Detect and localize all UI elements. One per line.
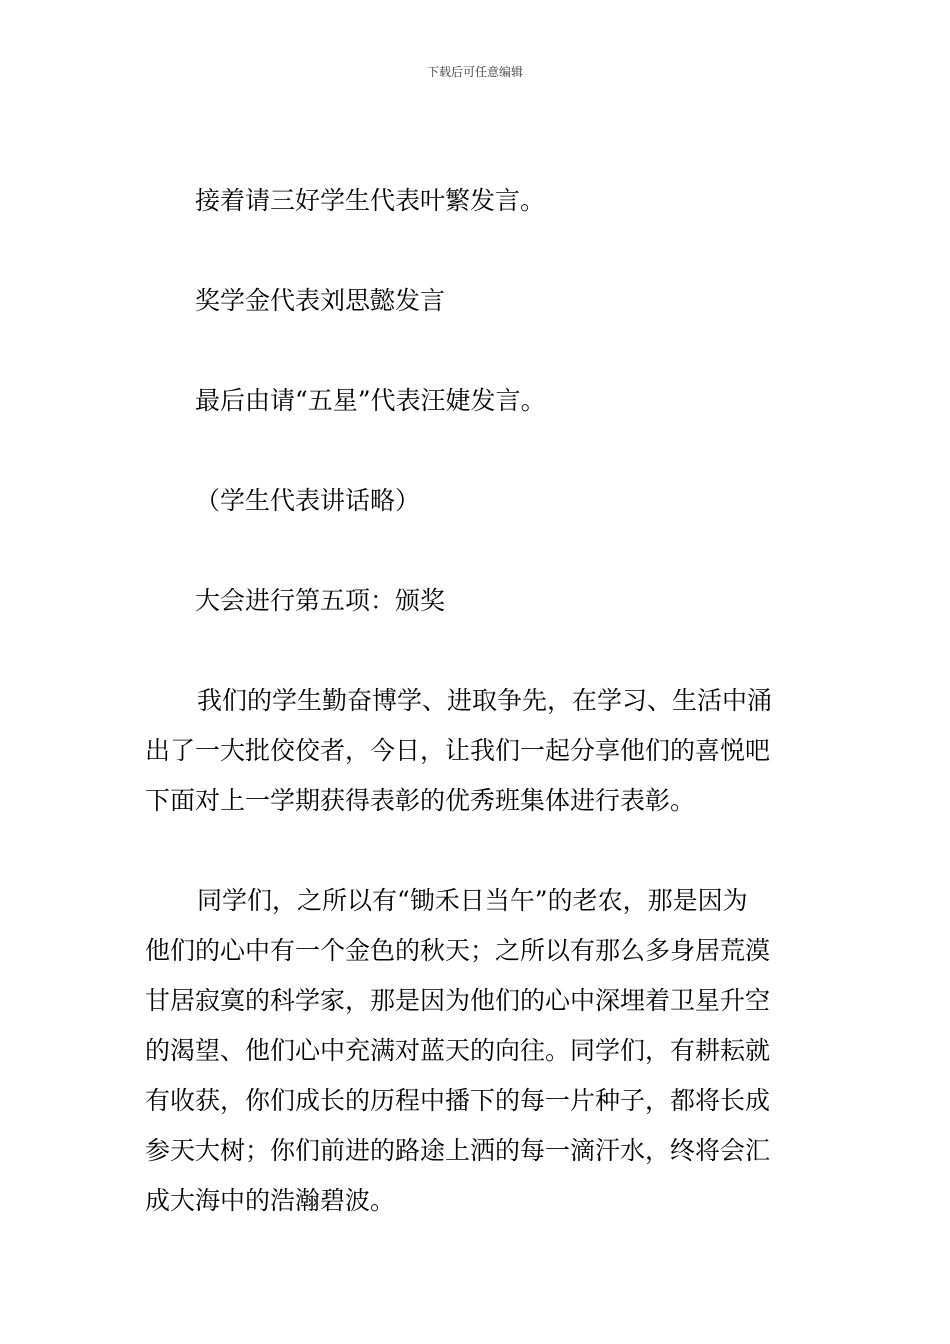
paragraph-speaker-ye-fan: 接着请三好学生代表叶繁发言。: [195, 186, 546, 215]
paragraph-speech-omitted: （学生代表讲话略）: [195, 486, 421, 515]
document-body: [145, 176, 810, 1226]
paragraph-students-excellence: [145, 676, 810, 826]
text-line: 他们的心中有一个金色的秋天；之所以有那么多身居荒漠: [145, 936, 771, 965]
text-line: 我们的学生勤奋博学、进取争先，在学习、生活中涌: [197, 686, 773, 715]
paragraph-five-star-speaker: 最后由请“五星”代表汪婕发言。: [195, 386, 546, 415]
paragraph-scholarship-speaker: 奖学金代表刘思懿发言: [195, 286, 446, 315]
text-line: 下面对上一学期获得表彰的优秀班集体进行表彰。: [145, 786, 696, 815]
text-line: 的渴望、他们心中充满对蓝天的向往。同学们，有耕耘就: [145, 1036, 771, 1065]
text-line: 有收获，你们成长的历程中播下的每一片种子，都将长成: [145, 1086, 771, 1115]
text-line: 同学们，之所以有“锄禾日当午”的老农，那是因为: [197, 886, 748, 915]
page-header: 下载后可任意编辑: [426, 65, 523, 79]
paragraph-encouragement: [145, 876, 810, 1226]
paragraph-award-item: 大会进行第五项：颁奖: [195, 586, 446, 615]
text-line: 甘居寂寞的科学家，那是因为他们的心中深埋着卫星升空: [145, 986, 771, 1015]
text-line: 成大海中的浩瀚碧波。: [145, 1186, 396, 1215]
text-line: 参天大树；你们前进的路途上洒的每一滴汗水，终将会汇: [145, 1136, 771, 1165]
text-line: 出了一大批佼佼者，今日，让我们一起分享他们的喜悦吧: [145, 736, 771, 765]
